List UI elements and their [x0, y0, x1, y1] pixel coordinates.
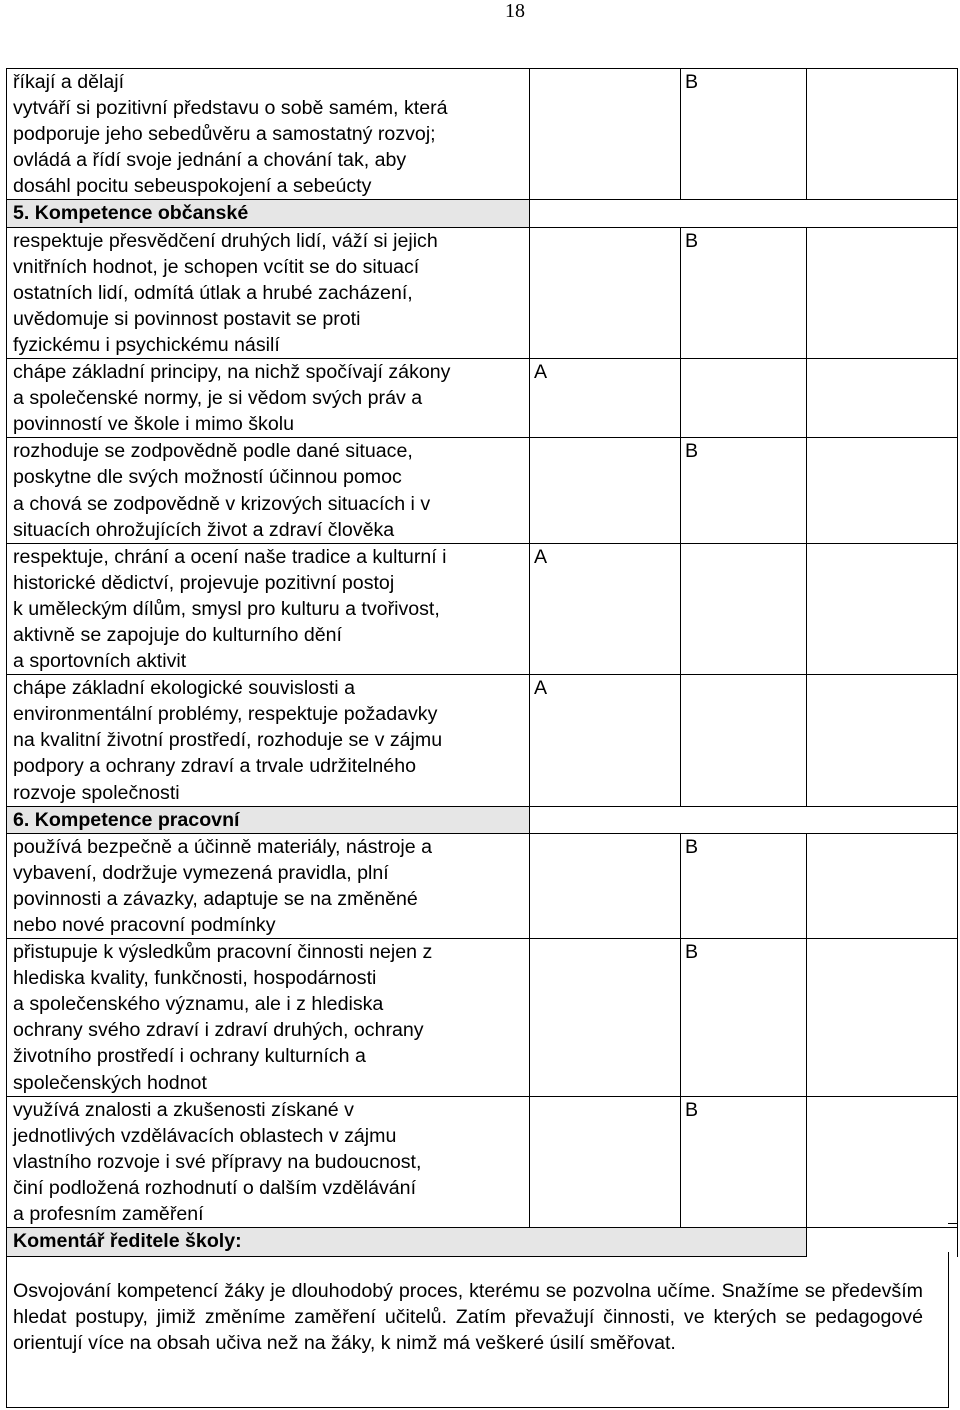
rating-b-cell: B [681, 227, 807, 358]
empty-cell [807, 833, 958, 938]
rating-a-cell: A [530, 675, 681, 806]
comment-box [6, 1252, 949, 1408]
rating-b-cell: B [681, 939, 807, 1097]
rating-a-cell [530, 69, 681, 200]
rating-a-cell [530, 438, 681, 543]
rating-b-cell: B [681, 833, 807, 938]
table-row [7, 675, 958, 806]
empty-cell [807, 543, 958, 674]
rating-a-cell: A [530, 543, 681, 674]
section-heading-row [7, 200, 958, 227]
empty-cell [807, 69, 958, 200]
table-row [7, 227, 958, 358]
table-row [7, 438, 958, 543]
rating-a-cell [530, 1096, 681, 1227]
rating-a-cell [530, 833, 681, 938]
competence-description: využívá znalosti a zkušenosti získané v jednotlivých vzdělávacích oblastech v zájmu vlastního rozvoje i své přípravy na budoucnost, činí podložená rozhodnutí o dalším vzdělávání a profesním zaměření [7, 1096, 530, 1227]
competence-description: říkají a dělají vytváří si pozitivní představu o sobě samém, která podporuje jeho sebedůvěru a samostatný rozvoj; ovládá a řídí svoje jednání a chování tak, aby dosáhl pocitu sebeuspokojení a sebeúcty [7, 69, 530, 200]
table-row [7, 69, 958, 200]
table-row [7, 359, 958, 438]
competence-description: chápe základní ekologické souvislosti a environmentální problémy, respektuje požadavky na kvalitní životní prostředí, rozhoduje se v zájmu podpory a ochrany zdraví a trvale udržitelného rozvoje společnosti [7, 675, 530, 806]
rating-b-cell: B [681, 1096, 807, 1227]
section-heading: 5. Kompetence občanské [7, 200, 530, 227]
competence-description: rozhoduje se zodpovědně podle dané situace, poskytne dle svých možností účinnou pomoc a chová se zodpovědně v krizových situacích i v situacích ohrožujících život a zdraví člověka [7, 438, 530, 543]
rating-b-cell [681, 359, 807, 438]
competence-description: respektuje přesvědčení druhých lidí, váží si jejich vnitřních hodnot, je schopen vcítit se do situací ostatních lidí, odmítá útlak a hrubé zacházení, uvědomuje si povinnost postavit se proti fyzickému i psychickému násilí [7, 227, 530, 358]
competence-description: používá bezpečně a účinně materiály, nástroje a vybavení, dodržuje vymezená pravidla, plní povinnosti a závazky, adaptuje se na změněné nebo nové pracovní podmínky [7, 833, 530, 938]
competence-table [6, 68, 958, 1257]
rating-b-cell [681, 543, 807, 674]
competence-description: chápe základní principy, na nichž spočívají zákony a společenské normy, je si vědom svých práv a povinností ve škole i mimo školu [7, 359, 530, 438]
rating-b-cell: B [681, 69, 807, 200]
table-row [7, 939, 958, 1097]
empty-cell [807, 359, 958, 438]
table-row [7, 543, 958, 674]
rating-a-cell [530, 227, 681, 358]
empty-cell [530, 806, 958, 833]
rating-b-cell: B [681, 438, 807, 543]
page-number: 18 [505, 0, 525, 22]
rating-b-cell [681, 675, 807, 806]
empty-cell [807, 1096, 958, 1227]
empty-cell [807, 939, 958, 1097]
empty-cell [807, 438, 958, 543]
table-frame-edge [948, 1223, 958, 1253]
comment-text: Osvojování kompetencí žáky je dlouhodobý proces, kterému se pozvolna učíme. Snažíme se především hledat postupy, jimiž změníme zaměření učitelů. Zatím převažují činnosti, ve kterých se pedagogové orientují více na obsah učiva než na žáky, k nimž má veškeré úsilí směřovat. [13, 1280, 923, 1355]
competence-description: přistupuje k výsledkům pracovní činnosti nejen z hlediska kvality, funkčnosti, hospodárnosti a společenského významu, ale i z hlediska ochrany svého zdraví i zdraví druhých, ochrany životního prostředí i ochrany kulturních a společenských hodnot [7, 939, 530, 1097]
competence-description: respektuje, chrání a ocení naše tradice a kulturní i historické dědictví, projevuje pozitivní postoj k uměleckým dílům, smysl pro kulturu a tvořivost, aktivně se zapojuje do kulturního dění a sportovních aktivit [7, 543, 530, 674]
empty-cell [807, 227, 958, 358]
comment-label: Komentář ředitele školy: [7, 1228, 807, 1257]
empty-cell [530, 200, 958, 227]
empty-cell [807, 675, 958, 806]
table-row [7, 1096, 958, 1227]
section-heading: 6. Kompetence pracovní [7, 806, 530, 833]
rating-a-cell: A [530, 359, 681, 438]
table-row [7, 833, 958, 938]
rating-a-cell [530, 939, 681, 1097]
section-heading-row [7, 806, 958, 833]
